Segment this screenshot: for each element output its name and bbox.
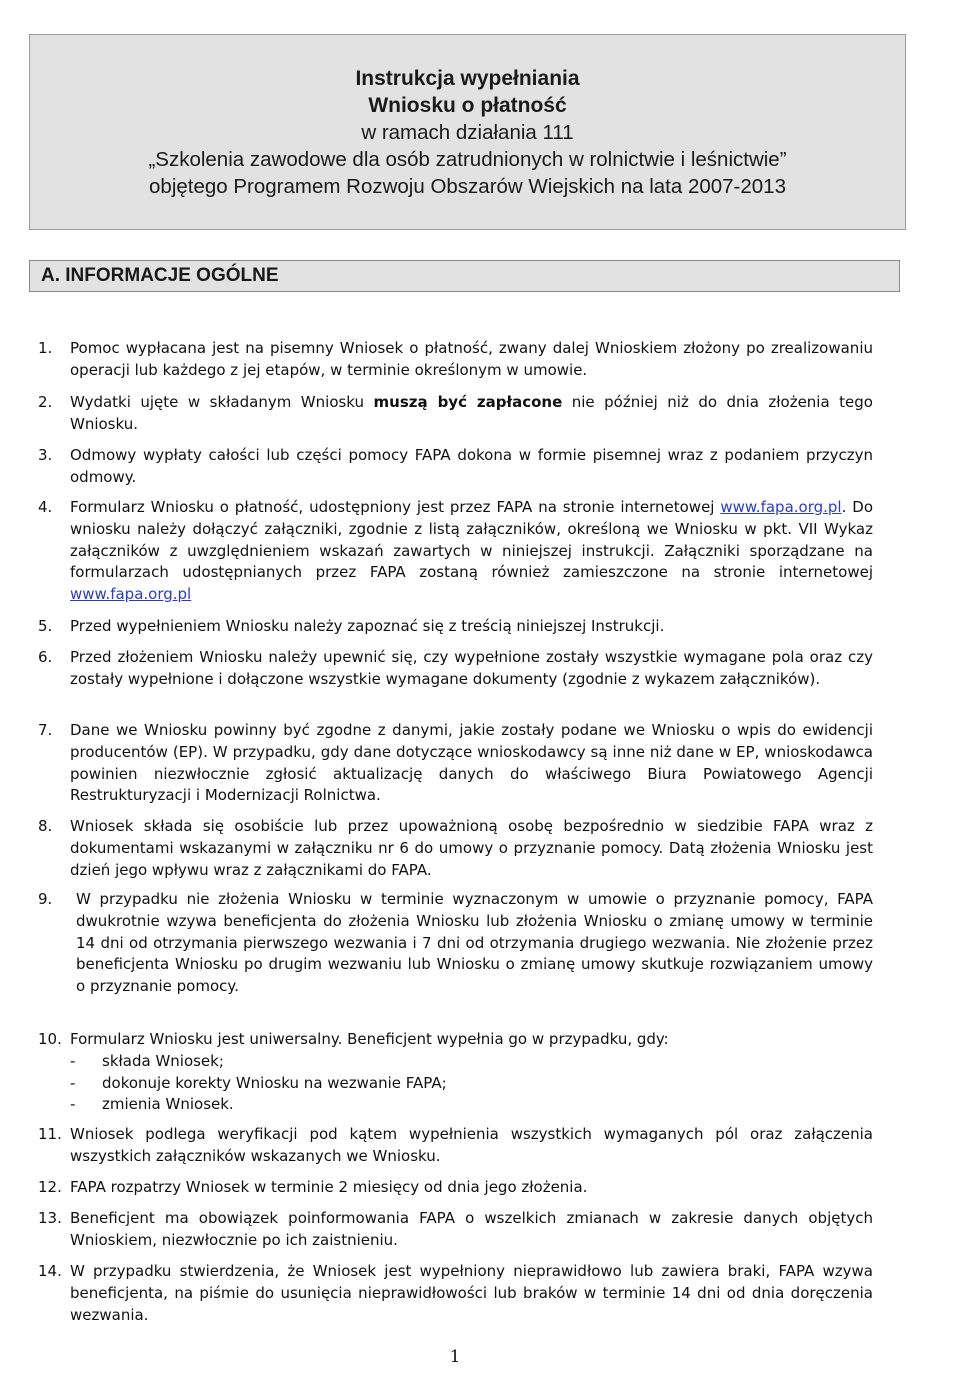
item-number: 3. <box>38 446 53 464</box>
list-item-5 <box>38 616 873 638</box>
item-text <box>70 497 873 606</box>
dash-bullet: - <box>70 1051 76 1070</box>
item-text-part: nie później niż do dnia złożenia tego Wniosku. <box>70 393 873 433</box>
list-item-1 <box>38 338 873 382</box>
sub-list-item <box>70 1073 873 1095</box>
list-item-11 <box>38 1124 873 1168</box>
item-number: 2. <box>38 393 53 411</box>
list-item-9 <box>38 889 873 998</box>
list-item-6 <box>38 647 873 691</box>
sub-list-text: zmienia Wniosek. <box>102 1095 234 1114</box>
item-text: W przypadku stwierdzenia, że Wniosek jest wypełniony nieprawidłowo lub zawiera braki, FAPA wzywa beneficjenta, na piśmie do usunięcia nieprawidłowości lub braków w terminie 14 dni od dnia doręczenia wezwania. <box>70 1262 873 1324</box>
sub-list <box>70 1051 873 1116</box>
dash-bullet: - <box>70 1095 76 1114</box>
item-number: 11. <box>38 1125 62 1143</box>
page-number: 1 <box>449 1347 461 1367</box>
item-text-bold: muszą być zapłacone <box>373 393 563 411</box>
item-number: 4. <box>38 498 53 516</box>
header-line3: w ramach działania 111 <box>361 121 574 144</box>
item-text-intro: Formularz Wniosku jest uniwersalny. Beneficjent wypełnia go w przypadku, gdy: <box>70 1030 669 1048</box>
header-title-line2: Wniosku o płatność <box>368 94 567 117</box>
list-item-12 <box>38 1177 873 1199</box>
item-text: Beneficjent ma obowiązek poinformowania FAPA o wszelkich zmianach w zakresie danych objętych Wnioskiem, niezwłocznie po ich zaistnieniu. <box>70 1209 873 1249</box>
item-number: 10. <box>38 1030 62 1048</box>
item-number: 13. <box>38 1209 62 1227</box>
item-text-part: . Do wniosku należy dołączyć załączniki, zgodnie z listą załączników, określoną we Wniosku w pkt. VII Wykaz załączników z uwzględnieniem wskazań zawartych w niniejszej instrukcji. Załączniki sporządzane na formularzach udostępnianych przez FAPA zostaną również zamieszczone na stronie internetowej <box>70 498 873 582</box>
dash-bullet: - <box>70 1073 76 1092</box>
item-number: 7. <box>38 721 53 739</box>
list-item-7 <box>38 720 873 807</box>
item-text: Wniosek podlega weryfikacji pod kątem wypełnienia wszystkich wymaganych pól oraz załączenia wszystkich załączników wskazanych we Wniosku. <box>70 1125 873 1165</box>
item-text: Przed wypełnieniem Wniosku należy zapoznać się z treścią niniejszej Instrukcji. <box>70 617 665 635</box>
list-item-8 <box>38 816 873 881</box>
item-number: 1. <box>38 339 53 357</box>
item-text <box>70 1029 873 1116</box>
item-text: FAPA rozpatrzy Wniosek w terminie 2 miesięcy od dnia jego złożenia. <box>70 1178 588 1196</box>
item-text <box>70 392 873 436</box>
list-item-4 <box>38 497 873 606</box>
sub-list-item <box>70 1051 873 1073</box>
item-number: 14. <box>38 1262 62 1280</box>
list-item-13 <box>38 1208 873 1252</box>
item-number: 9. <box>38 890 53 908</box>
item-text-part: Wydatki ujęte w składanym Wniosku <box>70 393 374 411</box>
item-number: 8. <box>38 817 53 835</box>
header-title-line1: Instrukcja wypełniania <box>355 67 580 90</box>
document-header <box>29 34 906 230</box>
item-number: 6. <box>38 648 53 666</box>
list-item-10 <box>38 1029 873 1116</box>
item-text: Przed złożeniem Wniosku należy upewnić się, czy wypełnione zostały wszystkie wymagane pola oraz czy zostały wypełnione i dołączone wszystkie wymagane dokumenty (zgodnie z wykazem załączników). <box>70 648 873 688</box>
sub-list-item <box>70 1094 873 1116</box>
fapa-link[interactable]: www.fapa.org.pl <box>70 585 192 604</box>
section-heading: A. INFORMACJE OGÓLNE <box>29 260 900 292</box>
item-number: 12. <box>38 1178 62 1196</box>
list-item-2 <box>38 392 873 436</box>
item-text: Odmowy wypłaty całości lub części pomocy FAPA dokona w formie pisemnej wraz z podaniem przyczyn odmowy. <box>70 446 873 486</box>
item-text-part: Formularz Wniosku o płatność, udostępniony jest przez FAPA na stronie internetowej <box>70 498 721 516</box>
header-line5: objętego Programem Rozwoju Obszarów Wiejskich na lata 2007-2013 <box>149 175 786 198</box>
fapa-link[interactable]: www.fapa.org.pl <box>720 498 842 516</box>
item-text: Dane we Wniosku powinny być zgodne z danymi, jakie zostały podane we Wniosku o wpis do ewidencji producentów (EP). W przypadku, gdy dane dotyczące wnioskodawcy są inne niż dane w EP, wnioskodawca powinien niezwłocznie zgłosić aktualizację danych do właściwego Biura Powiatowego Agencji Restrukturyzacji i Modernizacji Rolnictwa. <box>70 721 873 805</box>
item-text: Wniosek składa się osobiście lub przez upoważnioną osobę bezpośrednio w siedzibie FAPA wraz z dokumentami wskazanymi w załączniku nr 6 do umowy o przyznanie pomocy. Datą złożenia Wniosku jest dzień jego wpływu wraz z załącznikami do FAPA. <box>70 817 873 879</box>
sub-list-text: dokonuje korekty Wniosku na wezwanie FAPA; <box>102 1073 447 1092</box>
sub-list-text: składa Wniosek; <box>102 1051 224 1070</box>
item-text: Pomoc wypłacana jest na pisemny Wniosek o płatność, zwany dalej Wnioskiem złożony po zrealizowaniu operacji lub każdego z jej etapów, w terminie określonym w umowie. <box>70 339 873 379</box>
list-item-14 <box>38 1261 873 1326</box>
item-number: 5. <box>38 617 53 635</box>
header-line4: „Szkolenia zawodowe dla osób zatrudnionych w rolnictwie i leśnictwie” <box>148 148 787 171</box>
item-text: W przypadku nie złożenia Wniosku w terminie wyznaczonym w umowie o przyznanie pomocy, FAPA dwukrotnie wzywa beneficjenta do złożenia Wniosku lub złożenia Wniosku o zmianę umowy w terminie 14 dni od otrzymania pierwszego wezwania i 7 dni od otrzymania drugiego wezwania. Nie złożenie przez beneficjenta Wniosku po drugim wezwaniu lub Wniosku o zmianę umowy skutkuje rozwiązaniem umowy o przyznanie pomocy. <box>76 890 873 996</box>
list-item-3 <box>38 445 873 489</box>
